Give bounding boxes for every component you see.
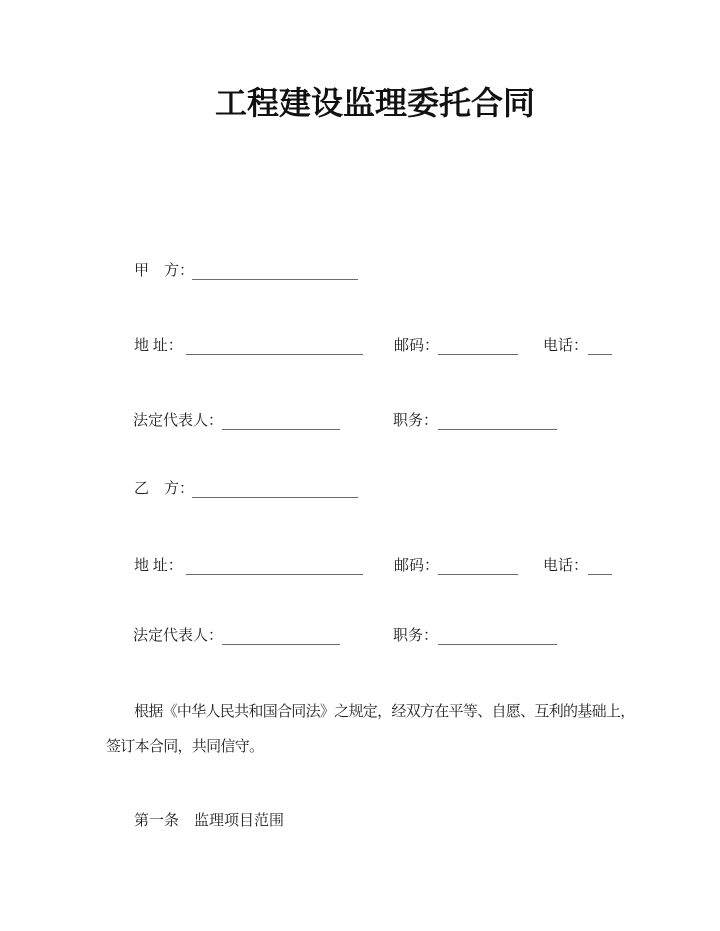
party-b-legal-rep-row <box>0 627 720 647</box>
party-a-label: 甲 方： <box>134 263 195 279</box>
position-label: 职务： <box>393 413 439 429</box>
party-b-row <box>0 480 720 500</box>
phone-label: 电话： <box>543 338 589 354</box>
postcode-blank <box>438 337 518 355</box>
party-b-address-row <box>0 557 720 577</box>
postcode-blank <box>438 557 518 575</box>
address-label: 地 址： <box>134 558 183 574</box>
preamble-line-2: 签订本合同，共同信守。 <box>106 739 264 755</box>
position-label: 职务： <box>393 628 439 644</box>
party-b-name-blank <box>192 480 358 498</box>
position-blank <box>438 412 557 430</box>
postcode-label: 邮码： <box>394 338 440 354</box>
legal-rep-label: 法定代表人： <box>133 413 224 429</box>
phone-label: 电话： <box>543 558 589 574</box>
address-blank <box>186 337 363 355</box>
party-a-legal-rep-row <box>0 412 720 432</box>
legal-rep-blank <box>222 412 340 430</box>
position-blank <box>438 627 557 645</box>
section-1-heading: 第一条 监理项目范围 <box>134 813 285 829</box>
postcode-label: 邮码： <box>394 558 440 574</box>
page-title: 工程建设监理委托合同 <box>214 85 535 121</box>
phone-blank <box>588 337 612 355</box>
preamble-line-1: 根据《中华人民共和国合同法》之规定，经双方在平等、自愿、互利的基础上， <box>134 704 635 720</box>
party-b-label: 乙 方： <box>134 481 195 497</box>
party-a-name-blank <box>192 262 358 280</box>
address-blank <box>186 557 363 575</box>
address-label: 地 址： <box>134 338 183 354</box>
phone-blank <box>588 557 612 575</box>
party-a-row <box>0 262 720 282</box>
party-a-address-row <box>0 337 720 357</box>
legal-rep-blank <box>222 627 340 645</box>
legal-rep-label: 法定代表人： <box>133 628 224 644</box>
